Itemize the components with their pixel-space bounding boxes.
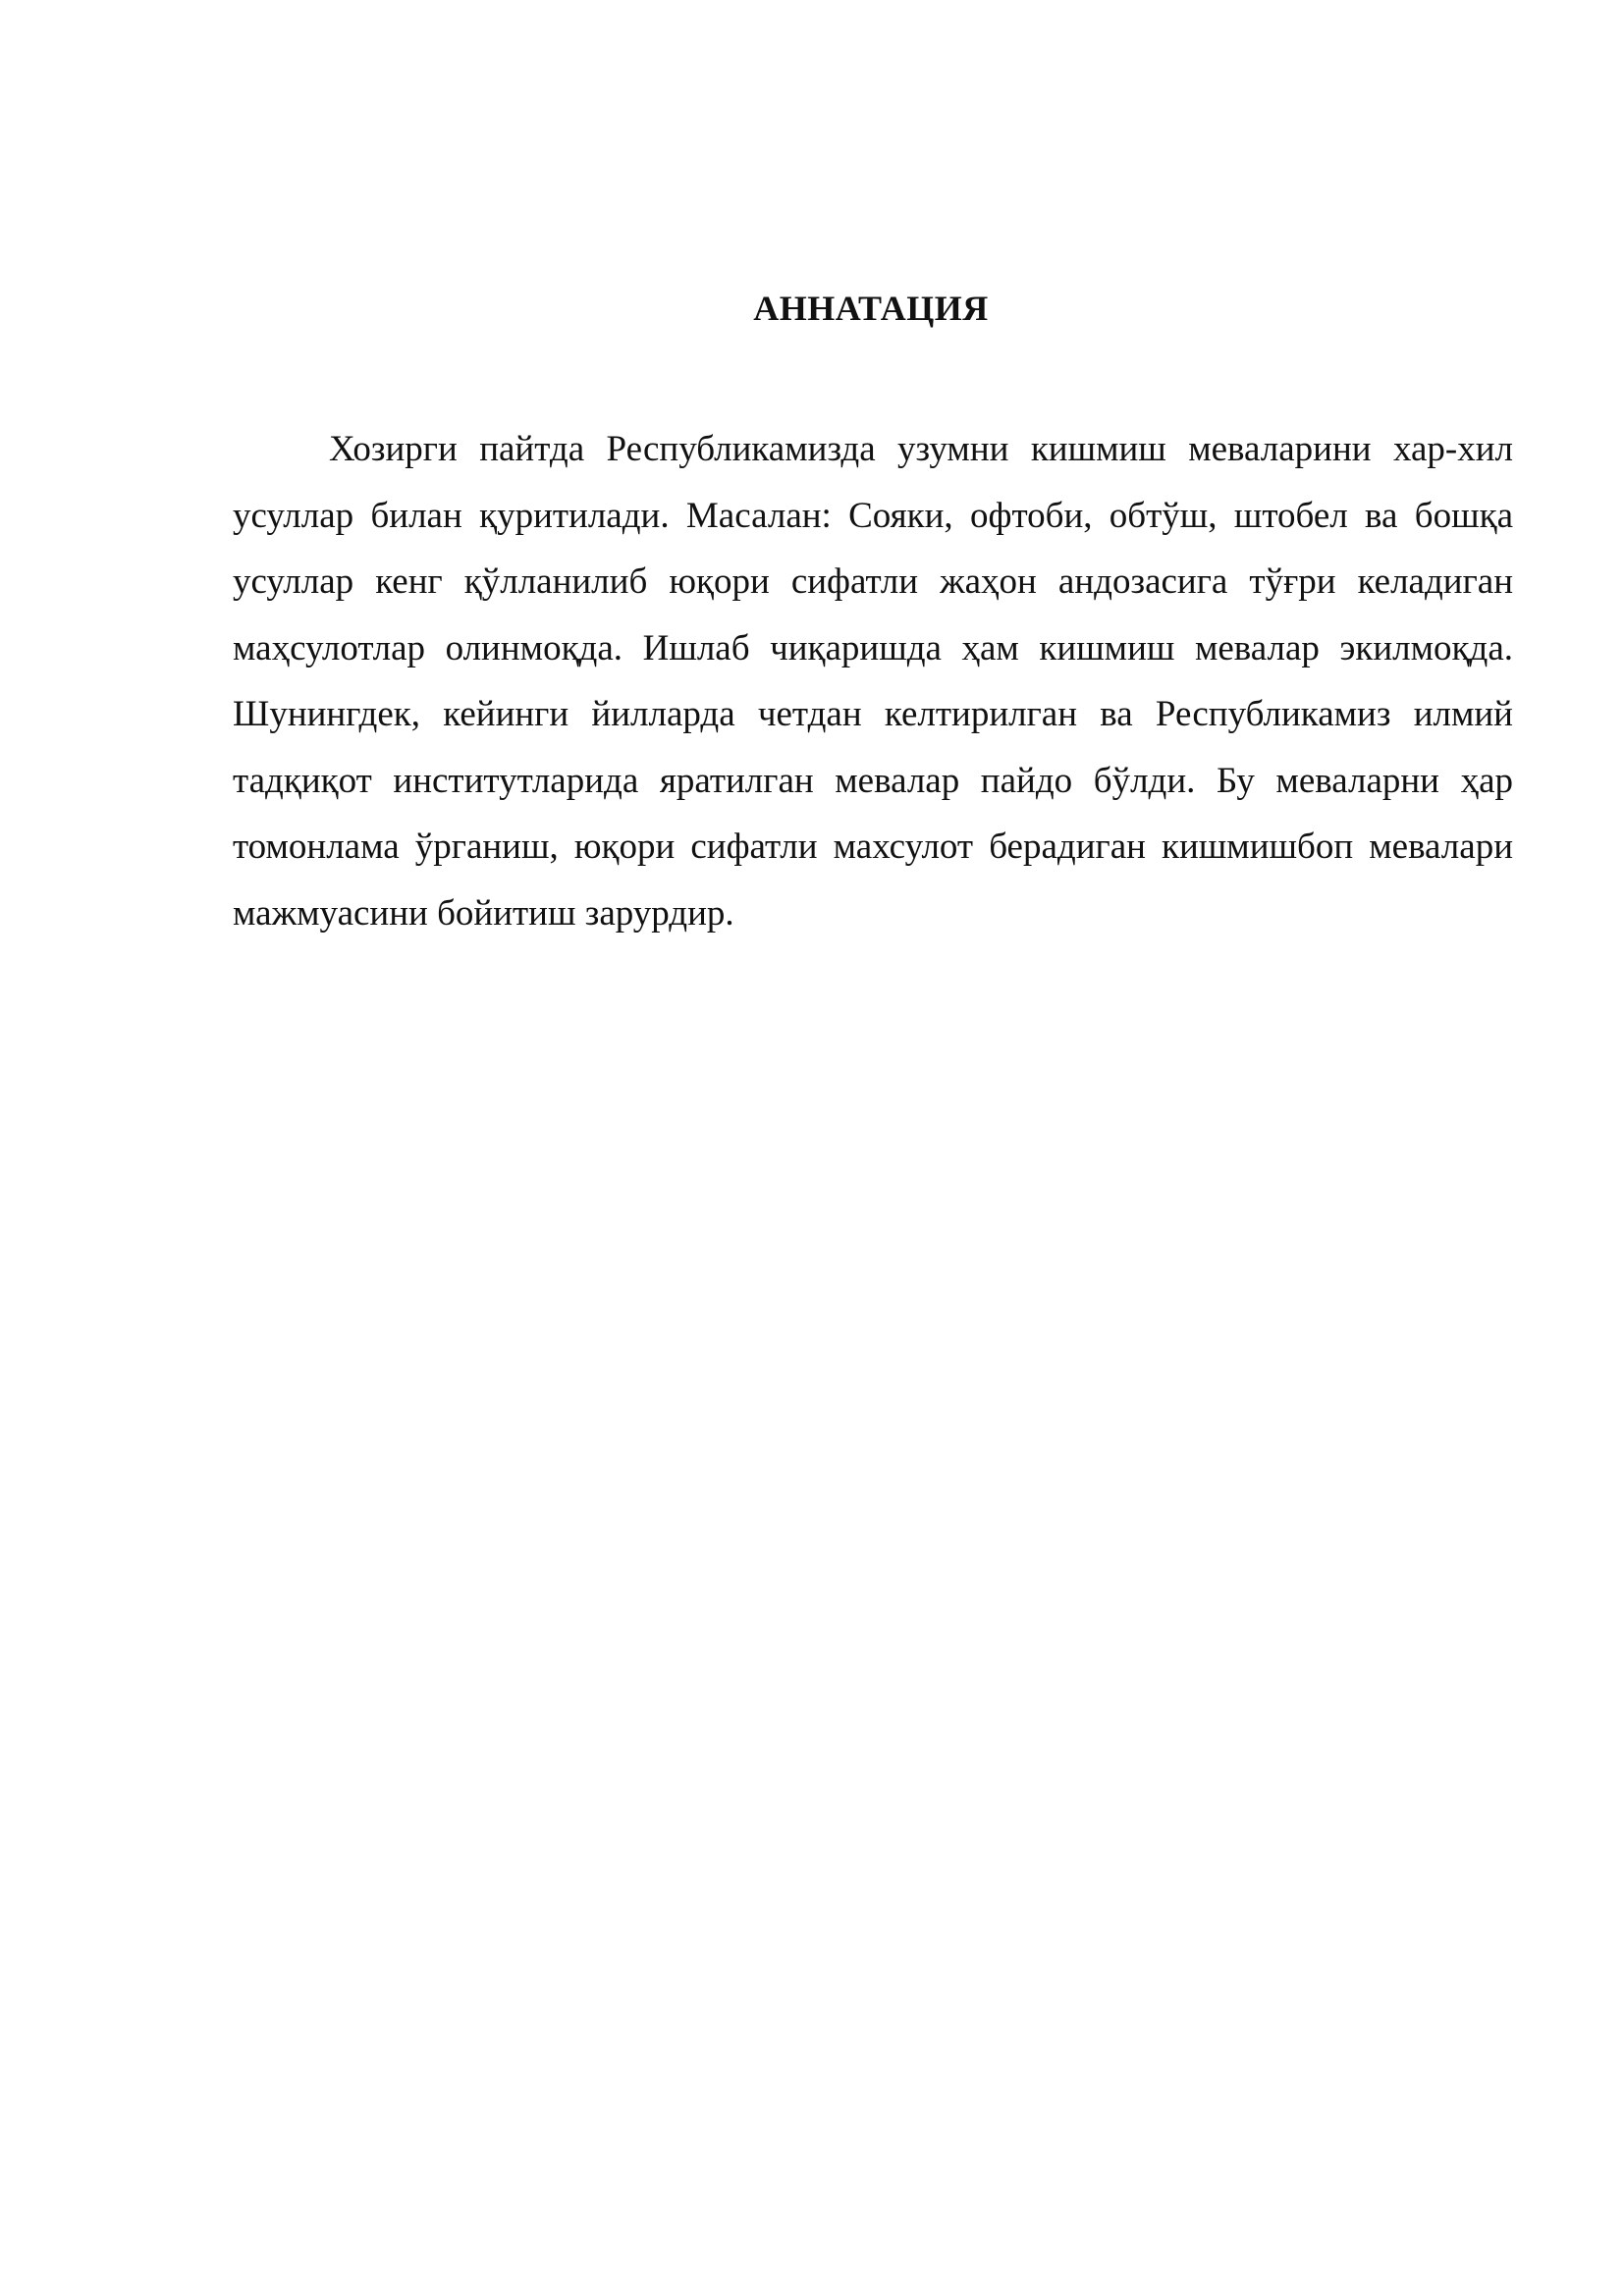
annotation-paragraph: Хозирги пайтда Республикамизда узумни кишмиш меваларини хар-хил усуллар билан қуритилади. Масалан: Сояки, офтоби, обтўш, штобел ва бошқа усуллар кенг қўлланилиб юқори сифатли жаҳон андозасига тўғри келадиган маҳсулотлар олинмоқда. Ишлаб чиқаришда ҳам кишмиш мевалар экилмоқда. Шунингдек, кейинги йилларда четдан келтирилган ва Республикамиз илмий тадқиқот институтларида яратилган мевалар пайдо бўлди. Бу меваларни ҳар томонлама ўрганиш, юқори сифатли махсулот берадиган кишмишбоп мевалари мажмуасини бойитиш зарурдир. bbox=[233, 429, 1513, 934]
document-title: АННАТАЦИЯ bbox=[753, 289, 989, 328]
